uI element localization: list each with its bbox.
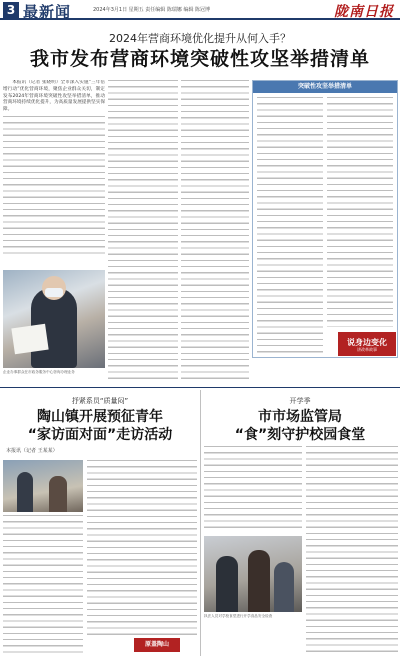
masthead-info: 2024年3月1日 星期五 责任编辑 陈瑞娜 编辑 陈冠博 (93, 7, 211, 13)
left-story-headline-2: “家访面对面”走访活动 (27, 427, 173, 443)
photo-person (248, 550, 270, 612)
left-story-tag: 原盖陶山 (134, 638, 180, 652)
newspaper-logo: 陇南日报 (334, 4, 394, 20)
right-story-photo-caption: 执法人员对学校食堂进行开学食品安全检查 (204, 614, 273, 618)
top-story-headline: 我市发布营商环境突破性攻坚举措清单 (29, 48, 370, 70)
side-panel-text-left (257, 97, 323, 353)
photo-person (216, 556, 238, 612)
section-divider (0, 387, 400, 388)
side-panel (252, 80, 398, 358)
right-story-kicker: 开学季 (289, 397, 311, 405)
photo-mask (45, 288, 63, 297)
photo-person (49, 476, 67, 512)
left-story-kicker: 抒紧系员“质量闷” (71, 397, 129, 405)
left-story-text-2 (87, 460, 197, 636)
right-story-text-1 (204, 446, 302, 532)
left-story-headline-1: 陶山镇开展预征青年 (37, 409, 163, 425)
top-story-lead-column (3, 80, 105, 268)
side-badge-subtitle: 讲改革故事 (357, 347, 377, 352)
right-story-headline-1: 市市场监管局 (258, 409, 342, 425)
page-number: 3 (3, 2, 19, 18)
side-panel-text-right (327, 97, 393, 327)
left-story-byline: 本报讯（记者 王某某） (6, 448, 58, 454)
photo-person (274, 562, 294, 612)
top-story-kicker: 2024年营商环境优化提升从何入手？ (109, 32, 291, 45)
body-text-column-3 (181, 80, 249, 380)
section-name: 最新闻 (23, 3, 72, 21)
side-panel-title: 突破性攻坚举措清单 (253, 81, 397, 93)
top-story-photo-caption: 企业办事群众在市政务服务中心咨询办理业务 (3, 370, 75, 374)
right-story-photo (204, 536, 302, 612)
right-story-headline-2: “食”刻守护校园食堂 (234, 427, 366, 443)
left-story-photo (3, 460, 83, 512)
top-story-lead: 本报讯（记者 张晓明）全市深入实施“三年倍增行动”优化营商环境，聚焦企业群众关切，制定发布2024年营商环境突破性攻坚举措清单，推动营商环境持续优化提升，为高质量发展提供坚实保障。 (3, 80, 105, 113)
side-badge-title: 说身边变化 (347, 338, 387, 347)
photo-document (11, 324, 48, 354)
right-story-text-2 (306, 446, 398, 652)
masthead (0, 0, 400, 20)
photo-person (17, 472, 33, 512)
top-story-photo (3, 270, 105, 368)
body-text-block (3, 116, 105, 256)
left-story-text-1 (3, 515, 83, 653)
side-badge (338, 332, 396, 356)
body-text-column-2 (108, 80, 178, 380)
